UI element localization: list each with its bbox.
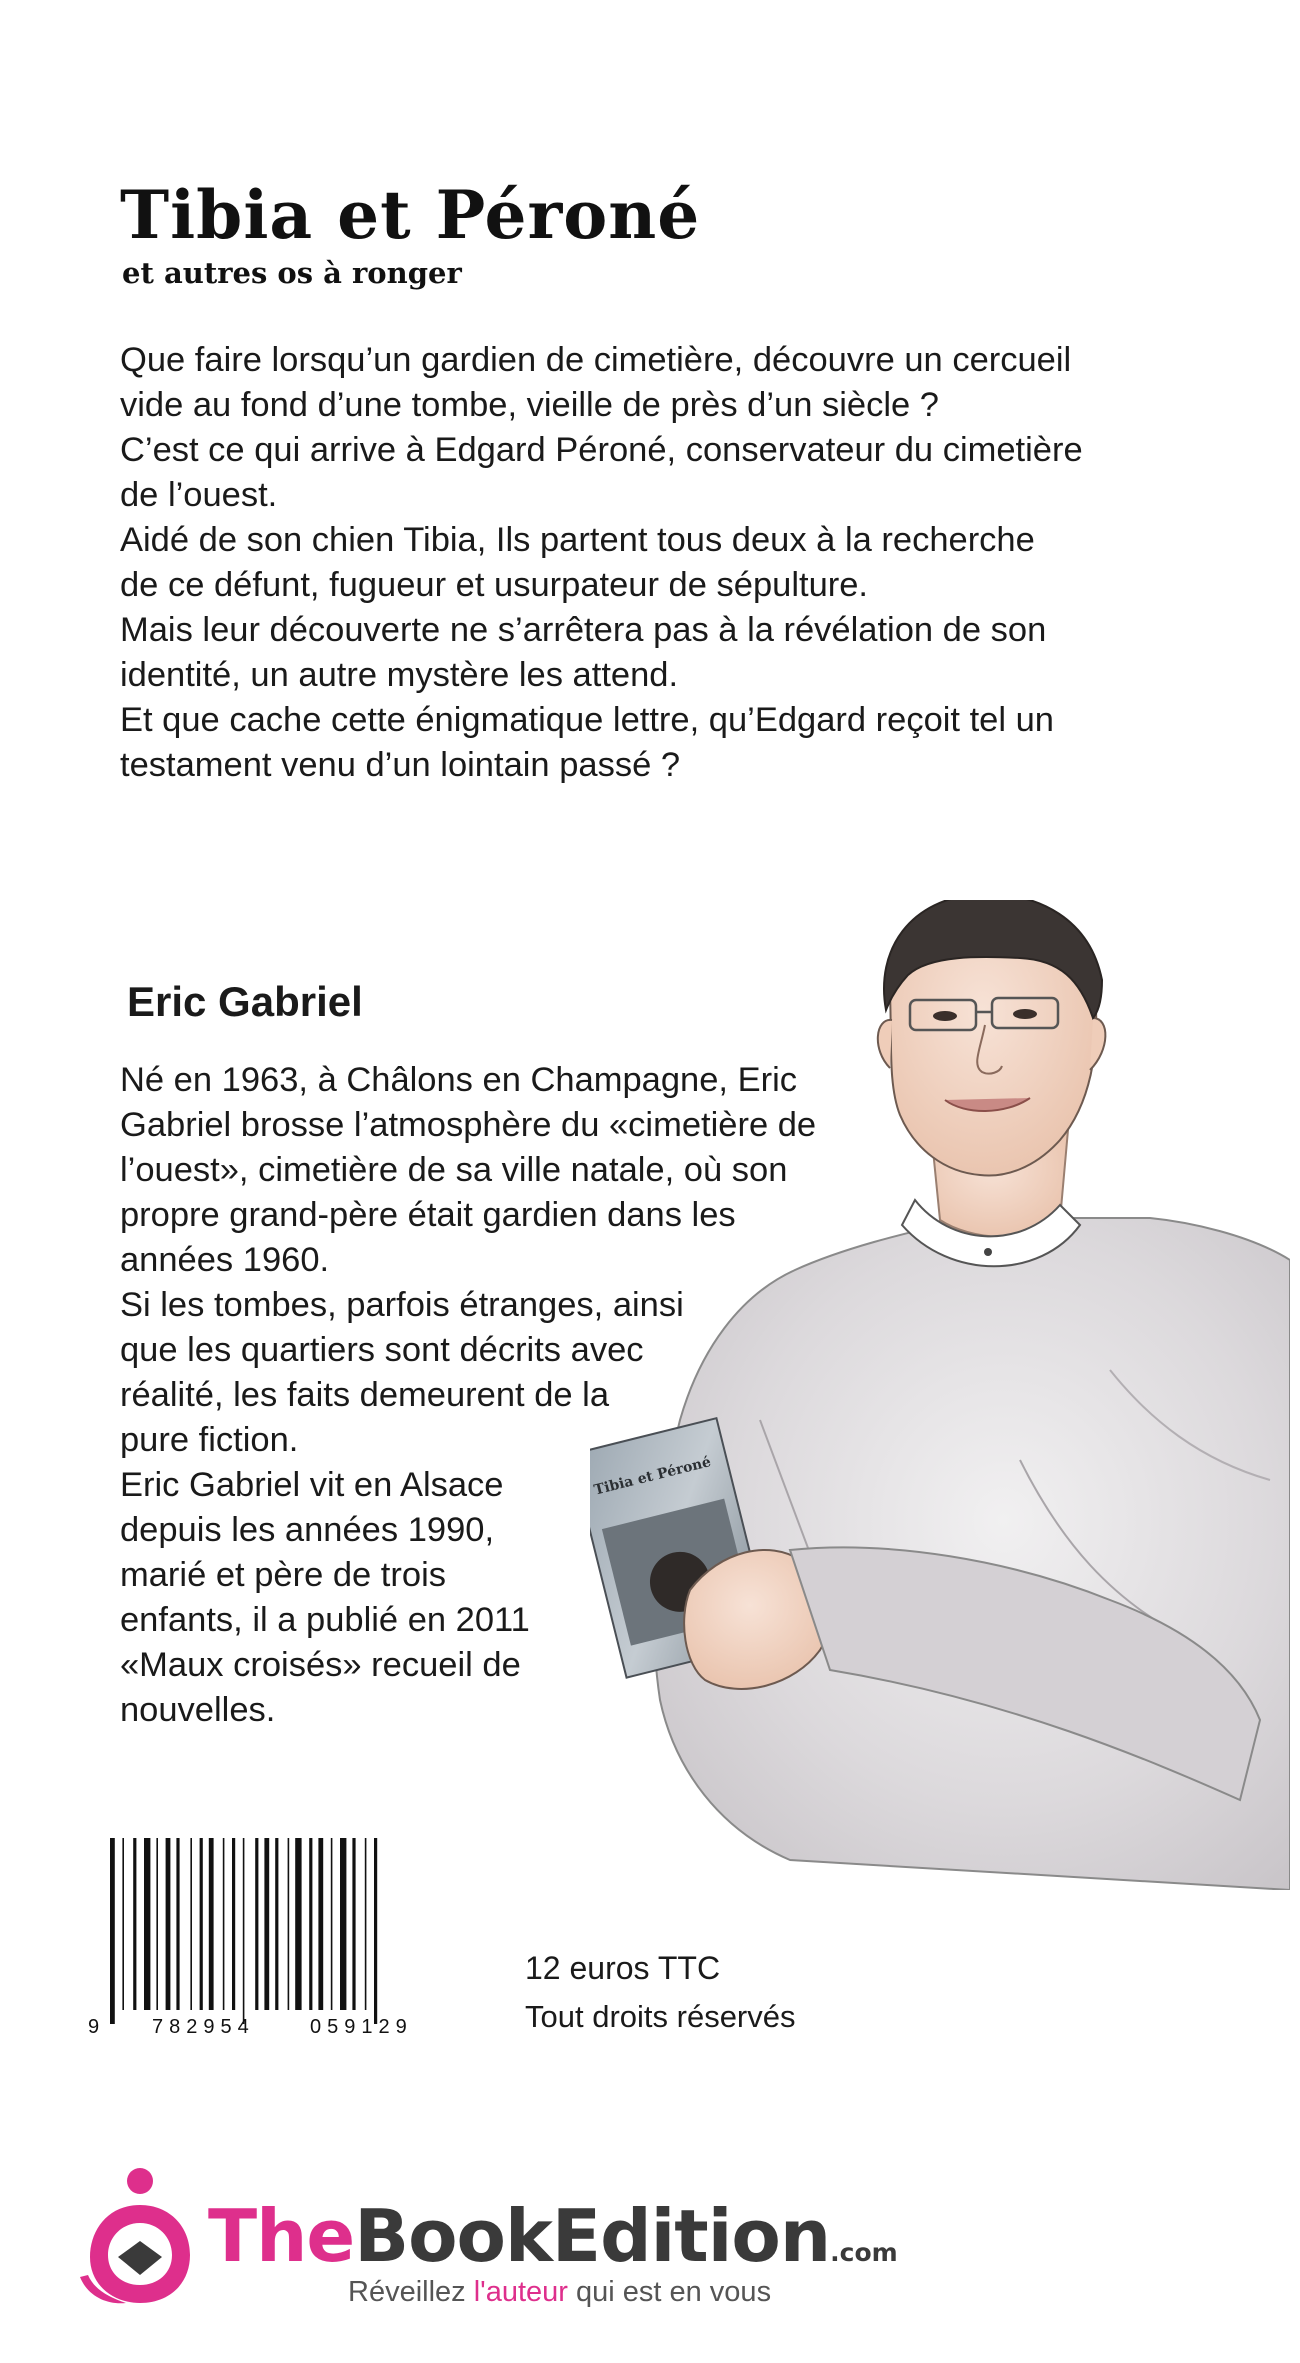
bio-line: que les quartiers sont décrits avec	[120, 1331, 644, 1369]
barcode-bar	[176, 1838, 179, 2010]
eye	[1013, 1009, 1037, 1019]
eye	[933, 1011, 957, 1021]
synopsis-line: Aidé de son chien Tibia, Ils partent tous deux à la recherche	[120, 521, 1035, 559]
synopsis-line: Et que cache cette énigmatique lettre, qu’Edgard reçoit tel un	[120, 701, 1054, 739]
barcode-bar	[318, 1838, 323, 2010]
bio-line: Eric Gabriel vit en Alsace	[120, 1466, 504, 1504]
barcode-bar	[200, 1838, 203, 2010]
bio-line: nouvelles.	[120, 1691, 276, 1729]
barcode-bar	[133, 1838, 136, 2010]
bio-line: «Maux croisés» recueil de	[120, 1646, 521, 1684]
bio-line: Si les tombes, parfois étranges, ainsi	[120, 1286, 684, 1324]
bio-line: enfants, il a publié en 2011	[120, 1601, 530, 1639]
bio-line: depuis les années 1990,	[120, 1511, 495, 1549]
synopsis-line: vide au fond d’une tombe, vieille de près d’un siècle ?	[120, 386, 939, 424]
barcode-bar	[288, 1838, 290, 2010]
bio-line: propre grand-père était gardien dans les	[120, 1196, 736, 1234]
rights-label: Tout droits réservés	[525, 1999, 796, 2034]
barcode-bar	[295, 1838, 301, 2010]
barcode-bar	[209, 1838, 214, 2010]
synopsis-line: Mais leur découverte ne s’arrêtera pas à la révélation de son	[120, 611, 1047, 649]
bio-line: réalité, les faits demeurent de la	[120, 1376, 610, 1414]
bio-line: l’ouest», cimetière de sa ville natale, où son	[120, 1151, 788, 1189]
barcode-bars	[110, 1838, 377, 2024]
barcode-bar	[331, 1838, 333, 2010]
barcode-bar	[144, 1838, 150, 2010]
barcode-bar	[352, 1838, 355, 2010]
barcode-bar	[275, 1838, 278, 2010]
brand-the: The	[208, 2194, 355, 2278]
synopsis-line: Que faire lorsqu’un gardien de cimetière, découvre un cercueil	[120, 341, 1072, 379]
barcode-bar	[190, 1838, 192, 2010]
barcode-digit-lead: 9	[88, 2016, 100, 2036]
barcode-bar	[122, 1838, 124, 2010]
barcode-bar	[309, 1838, 312, 2010]
bio-line: Gabriel brosse l’atmosphère du «cimetière de	[120, 1106, 817, 1144]
thebookedition-logo-icon	[78, 2165, 198, 2305]
barcode-bar	[264, 1838, 269, 2010]
barcode-bar	[365, 1838, 367, 2010]
barcode-bar	[166, 1838, 171, 2010]
barcode-bar	[340, 1838, 346, 2010]
barcode-bar	[110, 1838, 115, 2024]
bio-line: Né en 1963, à Châlons en Champagne, Eric	[120, 1061, 798, 1099]
synopsis	[120, 338, 1180, 788]
synopsis-line: identité, un autre mystère les attend.	[120, 656, 679, 694]
logo-book-shape	[118, 2241, 162, 2275]
synopsis-line: testament venu d’un lointain passé ?	[120, 746, 681, 784]
synopsis-line: C’est ce qui arrive à Edgard Péroné, conservateur du cimetière	[120, 431, 1083, 469]
held-book-title: Tibia et Péroné	[592, 1454, 713, 1499]
tagline-end: qui est en vous	[567, 2276, 772, 2308]
isbn-barcode	[88, 1836, 488, 2036]
synopsis-line: de l’ouest.	[120, 476, 278, 514]
barcode-digits-right: 059129	[310, 2016, 413, 2036]
author-name: Eric Gabriel	[127, 978, 363, 1025]
barcode-bar	[232, 1838, 235, 2010]
publisher-tagline	[348, 2274, 771, 2310]
brand-dotcom: .com	[830, 2238, 898, 2267]
bio-line: marié et père de trois	[120, 1556, 446, 1594]
book-subtitle: et autres os à ronger	[122, 256, 462, 290]
bio-line: pure fiction.	[120, 1421, 299, 1459]
barcode-bar	[374, 1838, 377, 2024]
tagline-start: Réveillez	[348, 2276, 474, 2308]
collar-button	[984, 1248, 992, 1256]
book-title: Tibia et Péroné	[120, 176, 701, 254]
price-label: 12 euros TTC	[525, 1950, 721, 1986]
barcode-digits-left: 782954	[152, 2016, 255, 2036]
synopsis-line: de ce défunt, fugueur et usurpateur de sépulture.	[120, 566, 869, 604]
barcode-bar	[156, 1838, 158, 2010]
barcode-bar	[255, 1838, 258, 2010]
barcode-bar	[243, 1838, 245, 2024]
bio-line: années 1960.	[120, 1241, 330, 1279]
brand-bookedition: BookEdition	[354, 2194, 831, 2278]
logo-head-dot	[127, 2168, 153, 2194]
barcode-bar	[223, 1838, 225, 2010]
tagline-highlight: l'auteur	[473, 2276, 568, 2308]
